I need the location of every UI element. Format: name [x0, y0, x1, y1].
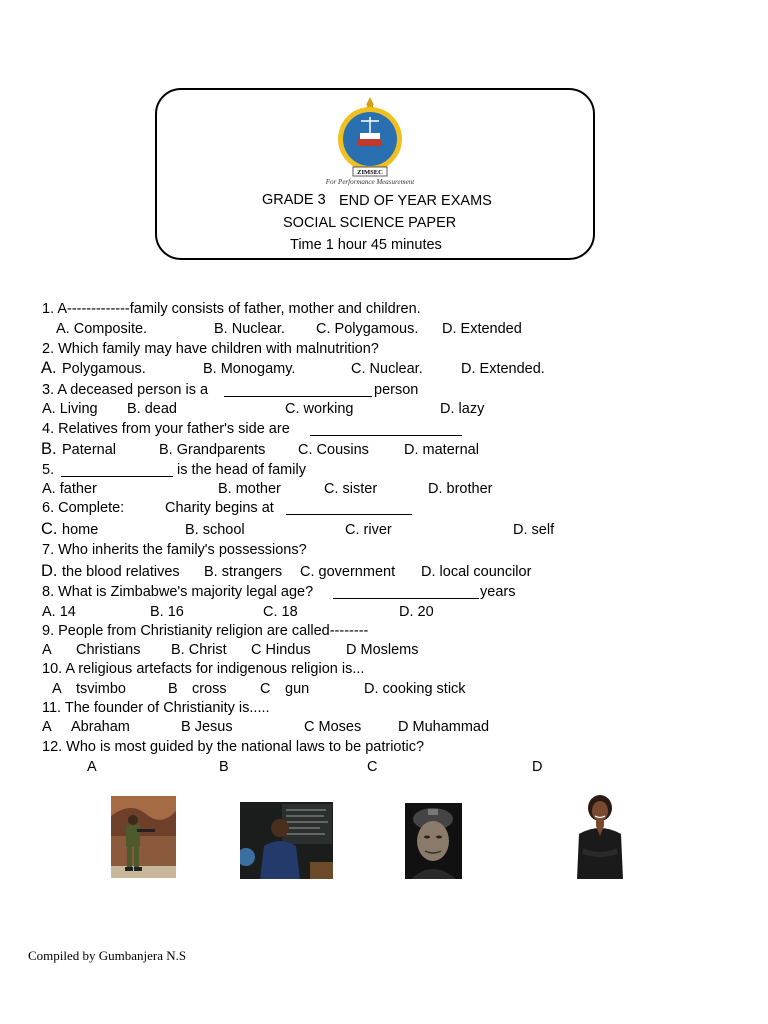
zimsec-logo	[333, 95, 407, 179]
footer-credit: Compiled by Gumbanjera N.S	[28, 948, 187, 963]
businesswoman-image	[571, 794, 629, 879]
logo-tagline: For Performance Measurement	[325, 178, 415, 186]
answer-blank	[310, 422, 462, 441]
answer-blank	[333, 585, 479, 604]
exam-title: END OF YEAR EXAMS	[339, 193, 492, 209]
subject-title: SOCIAL SCIENCE PAPER	[283, 215, 457, 231]
logo-text: ZIMSEC	[357, 169, 383, 176]
miner-image	[405, 803, 462, 879]
grade-label: GRADE 3	[262, 192, 326, 208]
answer-blank	[286, 501, 412, 520]
soldier-image	[111, 796, 176, 878]
teacher-image	[240, 802, 333, 879]
time-allowed: Time 1 hour 45 minutes	[290, 237, 442, 253]
